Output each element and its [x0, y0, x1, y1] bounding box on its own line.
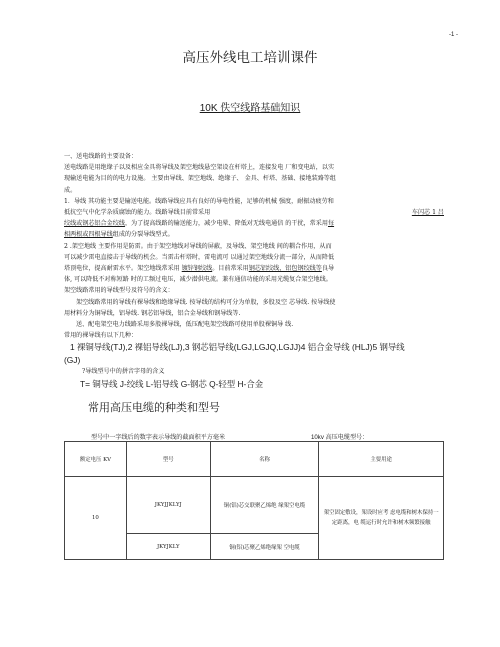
body-line: 抵抗空气中化学杂质腐蚀的能力。线路导线目前常采用 车闪芯 1 吕 — [64, 207, 444, 218]
usage-cell: 架空固定敷设，架设时应考 虑电缆和树木保持一定距离，电 缆运行时允许和树木频繁接触 — [319, 477, 444, 560]
body-line: ?导线型号中的拼音字母的含义 — [82, 368, 165, 376]
letter-meaning-line: T= 铜导线 J-绞线 L-铝导线 G-钢芯 Q-轻型 H-合金 — [80, 378, 264, 389]
cable-table — [64, 441, 444, 560]
table-caption-left: 型号中一字线后的数字表示导线的截面积平方毫米 — [91, 434, 226, 441]
underlined-term: 相两根或四根导线 — [64, 231, 113, 239]
name-cell: 铜(铝)芯聚乙烯绝缘架 空电缆 — [210, 534, 319, 560]
body-line: 绞线或钢芯铝合金绞线，为了提高线路的输送能力，减少电晕、降低对无线电通信 的干扰，常采用每 — [64, 220, 335, 228]
page-title: 高压外线电工培训课件 — [182, 50, 318, 66]
body-line: 体, 可以降低不对称短路 时的工频过电压，减少潜供电流。兼有通信功能的采用光缆复合架空地线。 — [64, 276, 332, 284]
body-line: 相两根或四根导线组成的分裂导线型式。 — [64, 231, 174, 239]
table-row — [65, 477, 444, 534]
body-line: 送电线路是用绝缘子以及相应金具将导线及架空地线悬空架设在杆塔上，连接发电 厂和变电站，以实 — [64, 164, 335, 172]
body-line: 架空线路常用的导线型号及符号的含义： — [64, 287, 174, 295]
model-cell: JKYJJKLYJ — [126, 477, 210, 534]
section-2-heading: 常用高压电缆的种类和型号 — [88, 401, 220, 414]
model-cell: JKYJKLY — [126, 534, 210, 560]
body-line: 架空线路常用的导线有裸导线和绝缘导线. 按导线的结构可分为单股，多股及空 芯导线. 按导线使 — [76, 298, 336, 306]
body-line: 送、配电架空电力线路采用多股裸导线，低压配电架空线路可使用单股裸铜导 线. — [76, 321, 294, 329]
body-line: 现输送电能为目的的电力设施。 主要由导线、架空地线、绝缘子、 金具、杆塔、基础、接地装臵等组 — [64, 175, 336, 183]
header-cell: 型号 — [126, 442, 210, 477]
page-subtitle: 10K 佚空线路基础知识 — [199, 103, 301, 114]
page-number: -1 - — [449, 32, 458, 38]
underlined-term: 绞线或钢芯铝合金绞线 — [64, 220, 125, 228]
body-line: 常用的裸导线有以下几种： — [64, 332, 138, 340]
name-cell: 铜(铝)芯交联聚乙烯绝 缘架空电缆 — [210, 477, 319, 534]
underlined-term: 钢芯铝绞线，铝包钢绞线等 — [248, 265, 322, 273]
body-line: 1．导线 其功能主要是输送电能。线路导线应具有良好的导电性能，足够的机械 强度，耐振动疲劳和 — [64, 197, 334, 205]
section-1-text — [64, 151, 444, 390]
header-cell: 主要用途 — [319, 442, 444, 477]
table-caption-right: 10kv 高压电缆型号： — [311, 434, 369, 441]
header-cell: 名称 — [210, 442, 319, 477]
wire-type-list-cont: (GJ) — [64, 354, 81, 365]
underlined-term: 车闪芯 1 吕 — [411, 209, 444, 217]
wire-type-list: 1 裸铜导线(TJ),2 裸铝导线(LJ),3 钢芯铝导线(LGJ,LGJQ,LGJJ)4 铝合金导线 (HLJ)5 钢导线 — [70, 342, 405, 353]
body-line: 塔顶电位，提高耐雷水平。架空地线常采用 镀锌钢绞线。目前常采用钢芯铝绞线，铝包钢绞线等良导 — [64, 265, 335, 273]
body-line: 2 .架空地线 主要作用是防雷。由于架空地线对导线的屏蔽，及导线、架空地线 间的耦合作用，从而 — [64, 242, 332, 250]
body-line: 用材料分为铜导线，铝导线. 钢芯铝导线，铝合金导线和钢导线等. — [64, 309, 241, 317]
underlined-term: 每 — [327, 220, 335, 228]
underlined-term: 镀锌钢绞线 — [181, 265, 213, 273]
body-line: 可以减少雷电直接击于导线的机会。当雷击杆塔时，雷电流可 以通过架空地线分流一部分，从而降低 — [64, 253, 335, 261]
section-heading: 一、送电线路的主要设备： — [64, 153, 138, 160]
voltage-cell: 10 — [65, 477, 127, 560]
table-header-row — [65, 442, 444, 477]
header-cell: 额定电压 KV — [65, 442, 127, 477]
body-line: 成。 — [64, 186, 77, 194]
